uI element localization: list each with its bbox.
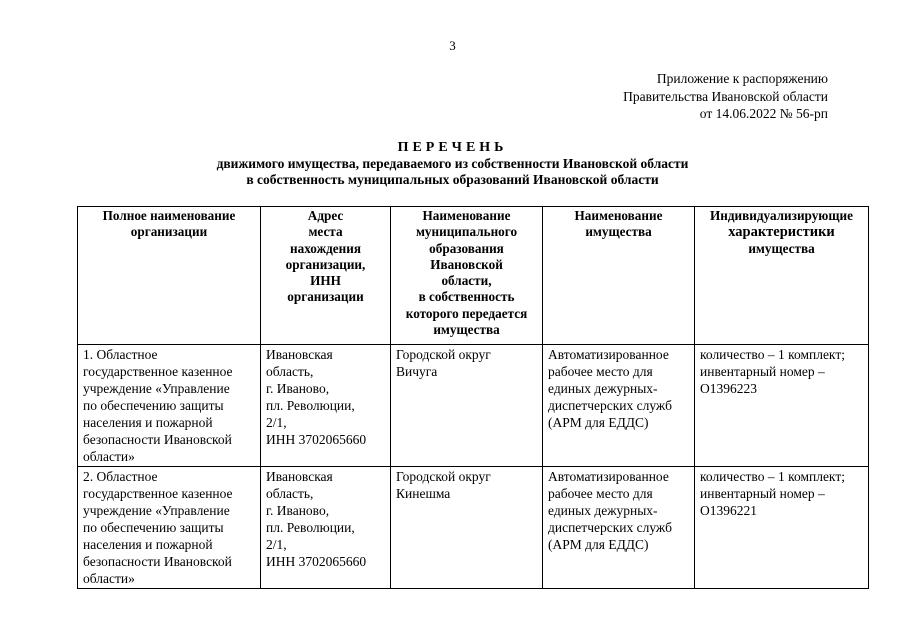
table-row xyxy=(78,345,869,467)
header-address: Адрес места нахождения организации, ИНН организации xyxy=(261,207,391,345)
cell-characteristics: количество – 1 комплект; инвентарный номер – О1396223 xyxy=(695,345,869,467)
header-characteristics: Индивидуализирующие характеристики имущества xyxy=(695,207,869,345)
table-header-row xyxy=(78,207,869,345)
cell-property: Автоматизированное рабочее место для единых дежурных- диспетчерских служб (АРМ для ЕДДС) xyxy=(543,345,695,467)
document-title xyxy=(0,140,905,188)
cell-address: Ивановская область, г. Иваново, пл. Революции, 2/1, ИНН 3702065660 xyxy=(261,345,391,467)
table-row xyxy=(78,467,869,589)
cell-municipality: Городской округ Кинешма xyxy=(391,467,543,589)
cell-address: Ивановская область, г. Иваново, пл. Революции, 2/1, ИНН 3702065660 xyxy=(261,467,391,589)
header-organization: Полное наименование организации xyxy=(78,207,261,345)
cell-characteristics: количество – 1 комплект; инвентарный номер – О1396221 xyxy=(695,467,869,589)
appendix-line-3: от 14.06.2022 № 56-рп xyxy=(699,106,828,121)
header-municipality: Наименование муниципального образования Ивановской области, в собственность которого передается имущества xyxy=(391,207,543,345)
appendix-block xyxy=(623,70,828,123)
title-main: ПЕРЕЧЕНЬ xyxy=(397,140,508,155)
property-table xyxy=(77,206,869,589)
cell-organization: 2. Областное государственное казенное учреждение «Управление по обеспечению защиты населения и пожарной безопасности Ивановской области» xyxy=(78,467,261,589)
appendix-line-2: Правительства Ивановской области xyxy=(623,88,828,104)
cell-property: Автоматизированное рабочее место для единых дежурных- диспетчерских служб (АРМ для ЕДДС) xyxy=(543,467,695,589)
title-line-2: движимого имущества, передаваемого из собственности Ивановской области xyxy=(216,156,689,171)
title-line-3: в собственность муниципальных образований Ивановской области xyxy=(246,172,659,187)
appendix-line-1: Приложение к распоряжению xyxy=(656,71,828,86)
header-property: Наименование имущества xyxy=(543,207,695,345)
cell-municipality: Городской округ Вичуга xyxy=(391,345,543,467)
cell-organization: 1. Областное государственное казенное учреждение «Управление по обеспечению защиты населения и пожарной безопасности Ивановской области» xyxy=(78,345,261,467)
page-number: 3 xyxy=(449,38,456,53)
